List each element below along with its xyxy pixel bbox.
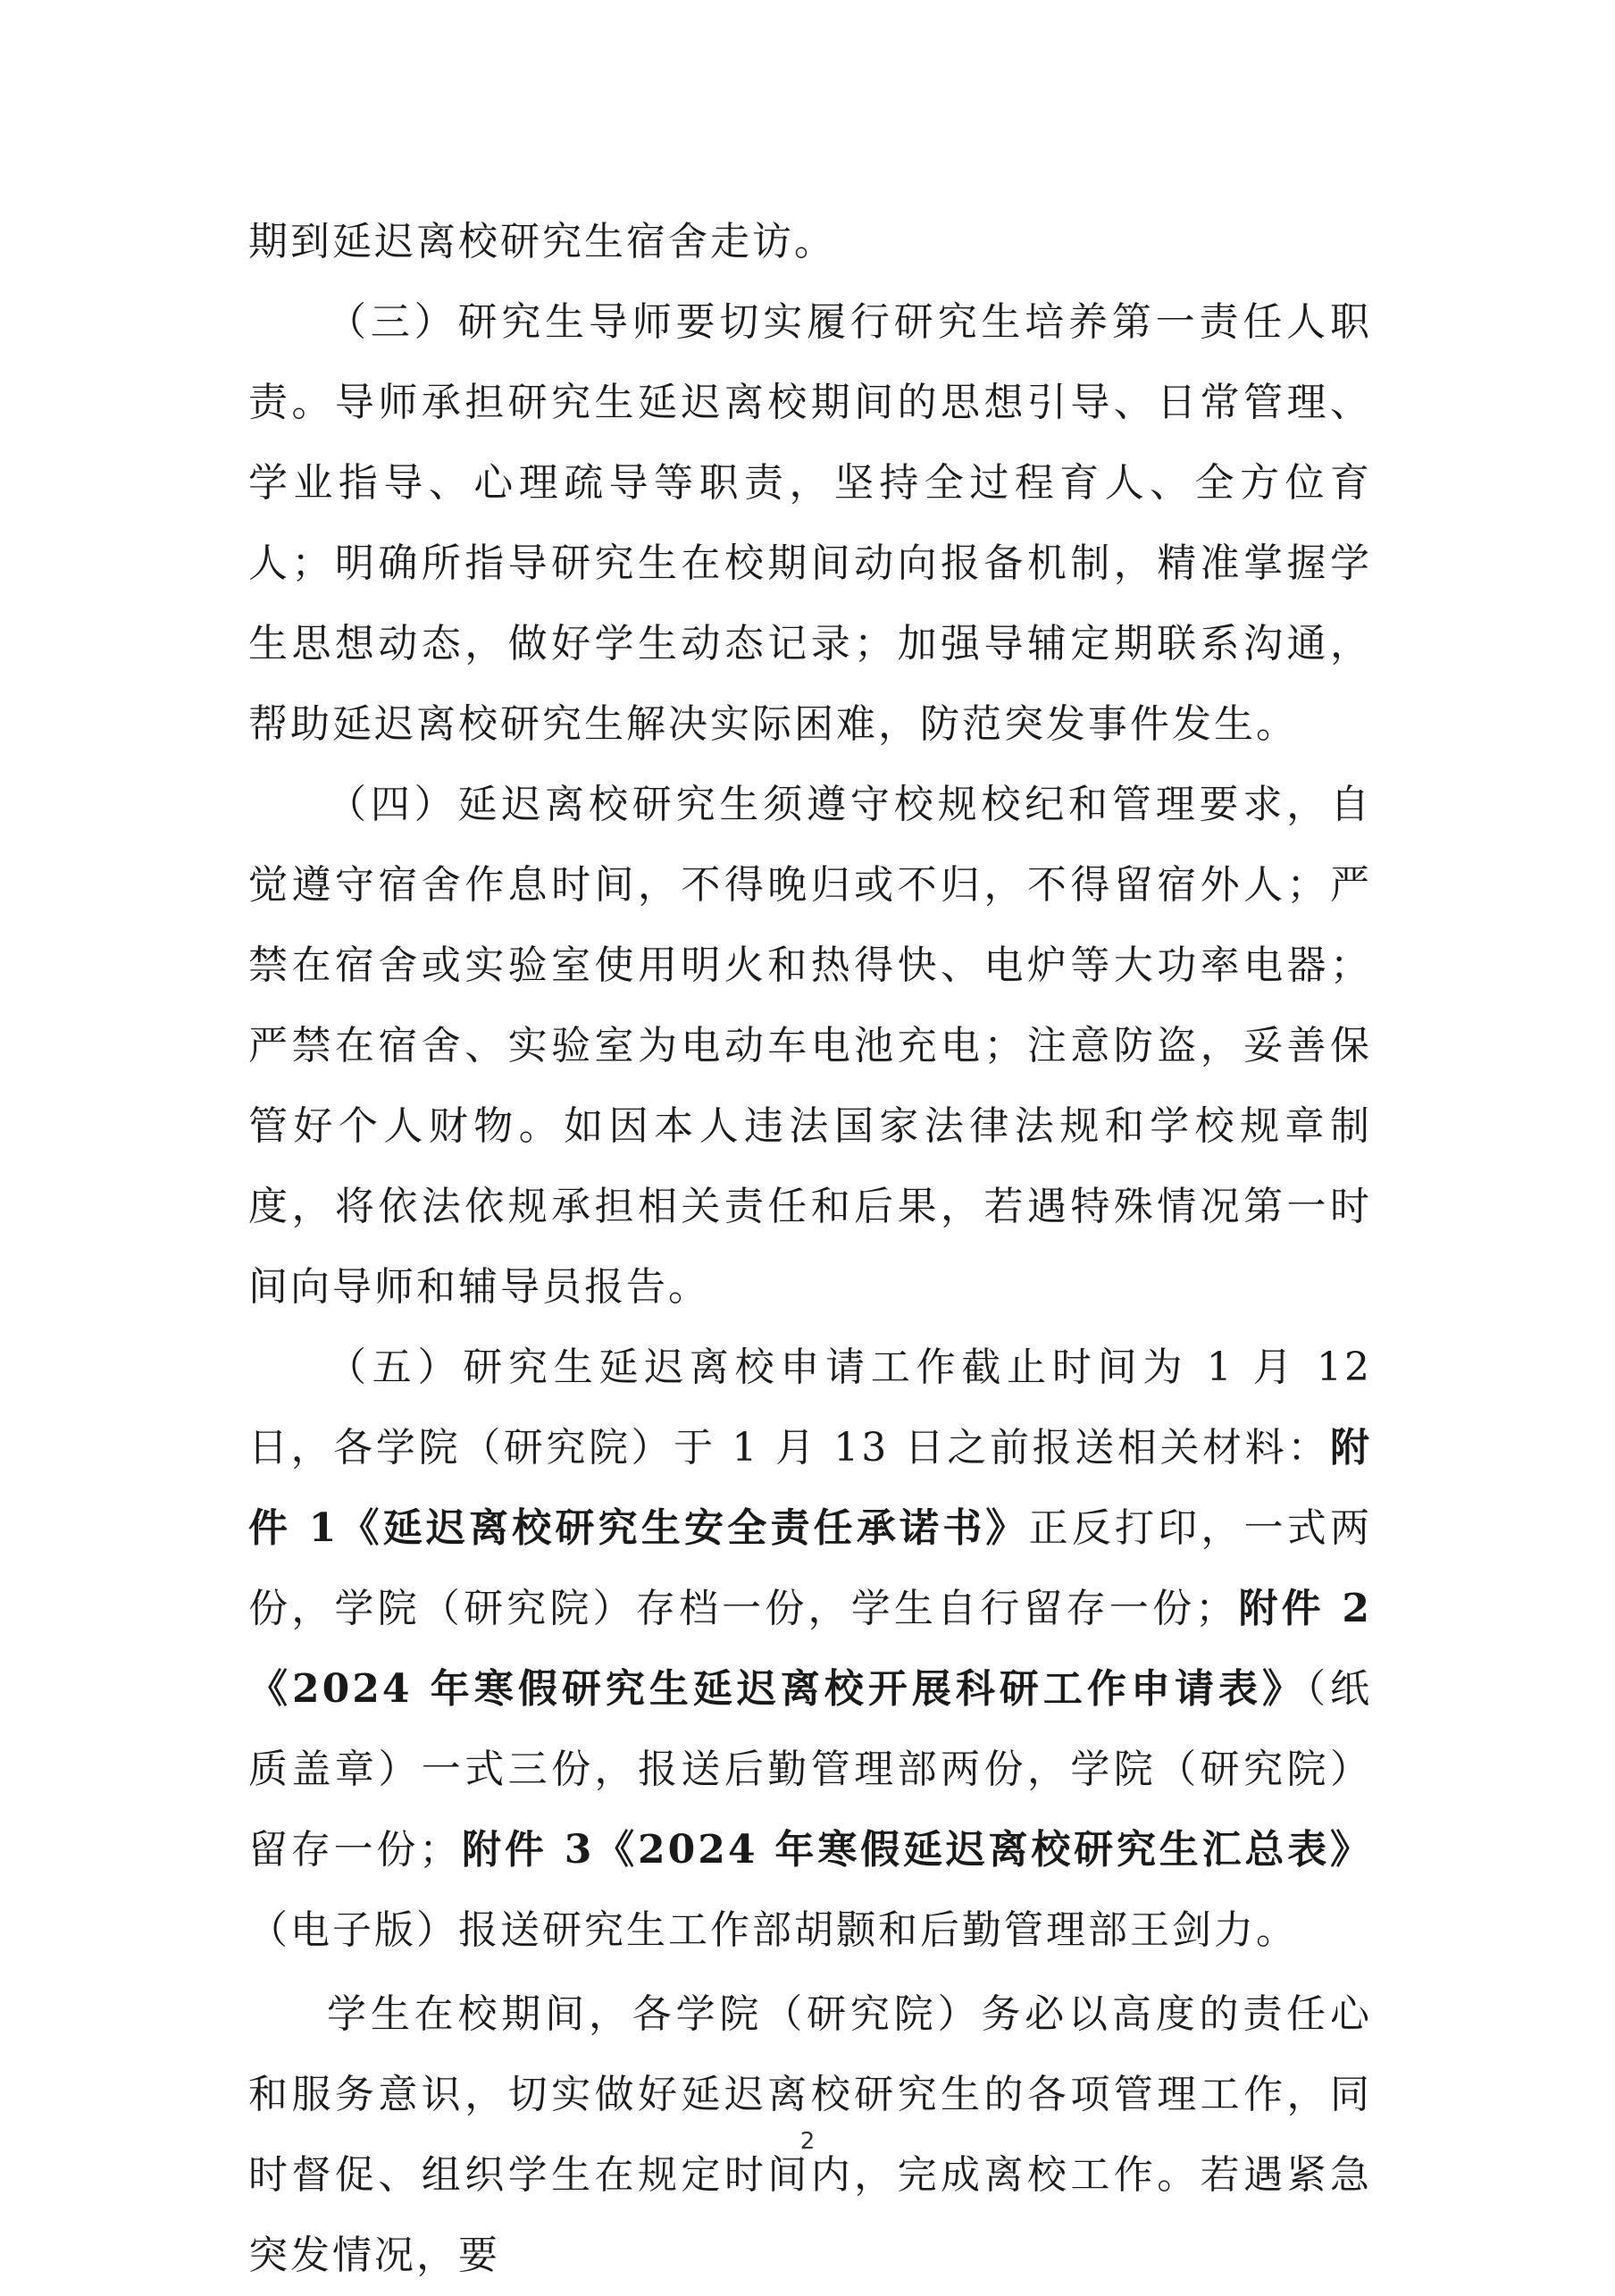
paragraph-item-three: （三）研究生导师要切实履行研究生培养第一责任人职责。导师承担研究生延迟离校期间的思想引导、日常管理、学业指导、心理疏导等职责，坚持全过程育人、全方位育人；明确所指导研究生在校期间动向报备机制，精准掌握学生思想动态，做好学生动态记录；加强导辅定期联系沟通，帮助延迟离校研究生解决实际困难，防范突发事件发生。 — [248, 299, 1372, 747]
attachment-2-title: 附件 2《2024 年寒假研究生延迟离校开展科研工作申请表》 — [248, 1586, 1373, 1712]
paragraph-item-four: （四）延迟离校研究生须遵守校规校纪和管理要求，自觉遵守宿舍作息时间，不得晚归或不归，不得留宿外人；严禁在宿舍或实验室使用明火和热得快、电炉等大功率电器；严禁在宿舍、实验室为电动车电池充电；注意防盗，妥善保管好个人财物。如因本人违法国家法律法规和学校规章制度，将依法依规承担相关责任和后果，若遇特殊情况第一时间向导师和辅导员报告。 — [248, 782, 1372, 1310]
item-five-text-3: （纸质盖章）一式三份，报送后勤管理部两份，学院（研究院）留存一份； — [248, 1666, 1373, 1873]
paragraph-continuation: 期到延迟离校研究生宿舍走访。 — [248, 219, 836, 264]
item-five-text-4: （电子版）报送研究生工作部胡颢和后勤管理部王剑力。 — [248, 1907, 1298, 1953]
attachment-3-title: 附件 3《2024 年寒假延迟离校研究生汇总表》 — [461, 1827, 1372, 1873]
item-five-intro: （五）研究生延迟离校申请工作截止时间为 1 月 12 日，各学院（研究院）于 1 月 13 日之前报送相关材料： — [248, 1345, 1372, 1471]
paragraph-closing: 学生在校期间，各学院（研究院）务必以高度的责任心和服务意识，切实做好延迟离校研究生的各项管理工作，同时督促、组织学生在规定时间内，完成离校工作。若遇紧急突发情况，要 — [248, 1991, 1372, 2278]
attachment-1-title: 附件 1《延迟离校研究生安全责任承诺书》 — [248, 1425, 1372, 1551]
document-body — [248, 202, 1372, 2296]
page-number: 2 — [799, 2128, 816, 2155]
item-five-text-2: 正反打印，一式两份，学院（研究院）存档一份，学生自行留存一份； — [248, 1505, 1373, 1631]
paragraph-item-five — [248, 1328, 1372, 1971]
